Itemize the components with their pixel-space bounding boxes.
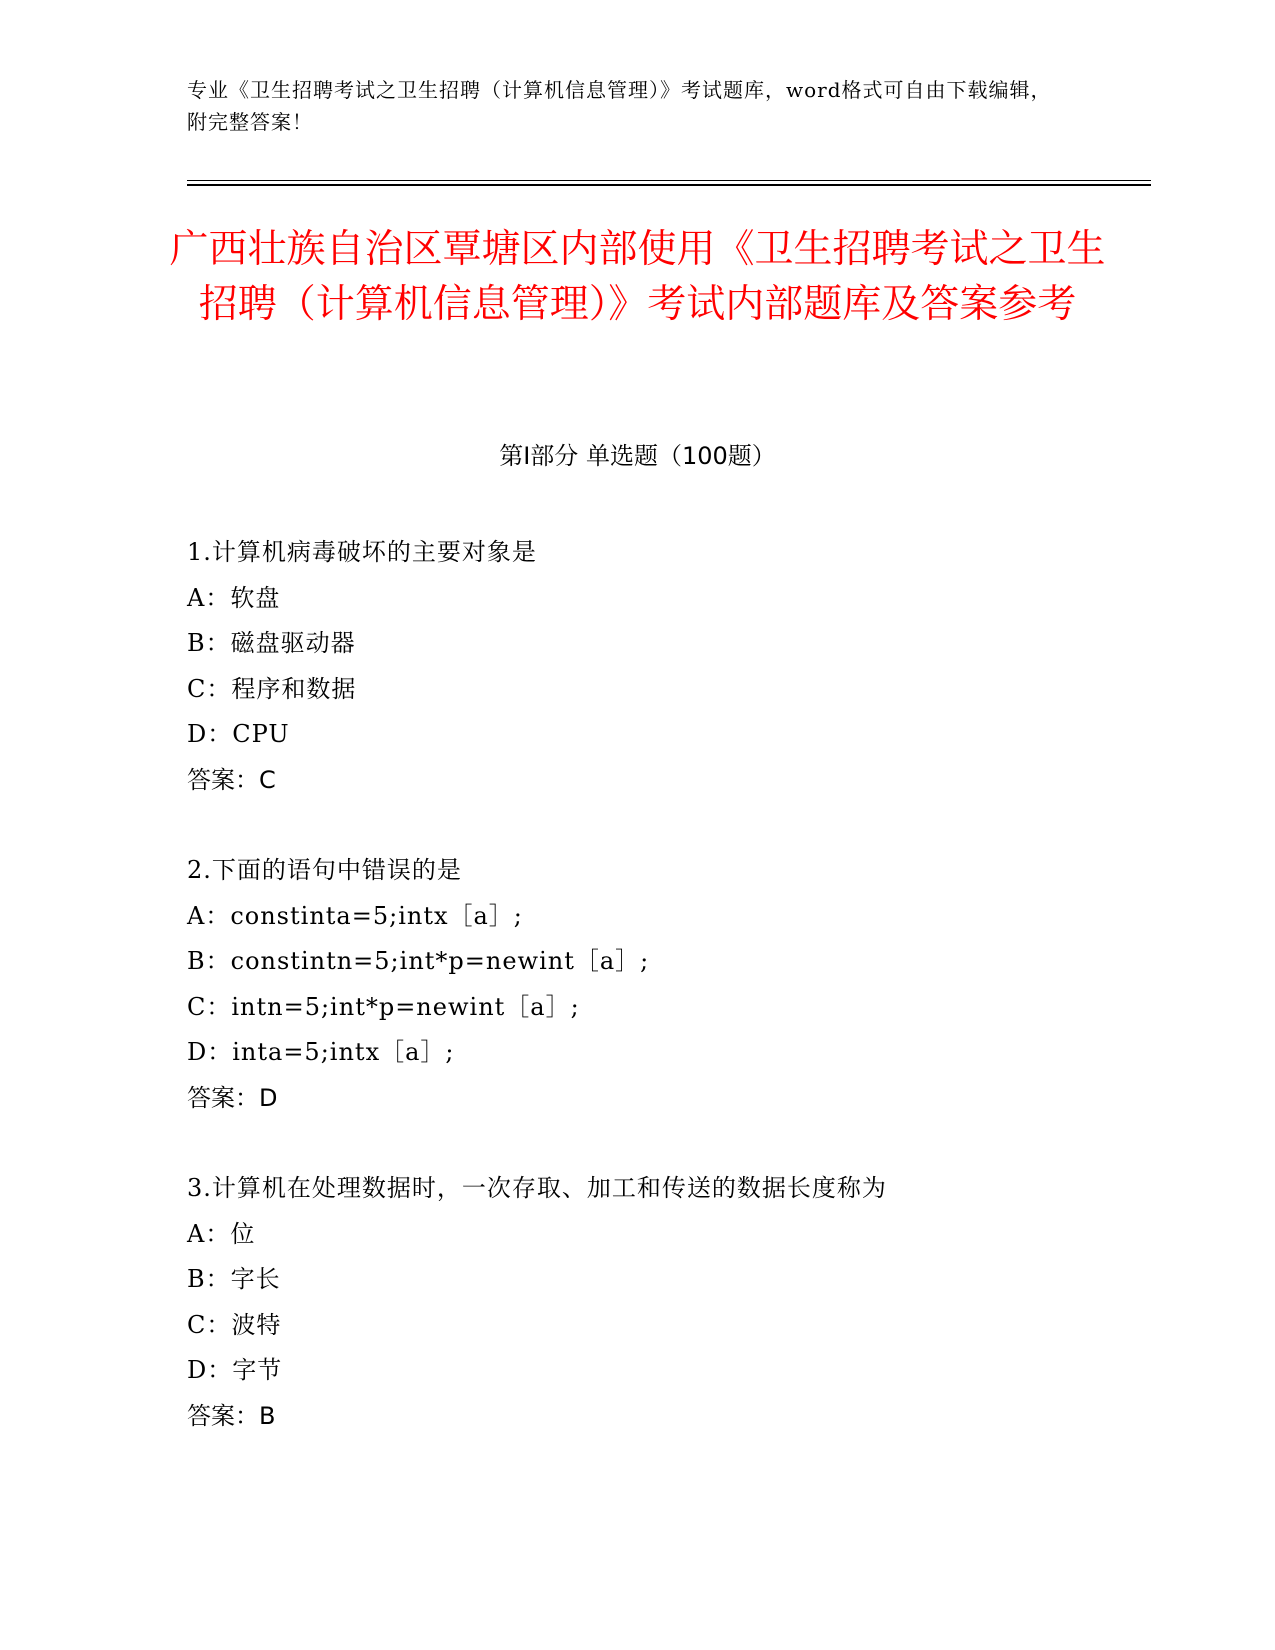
option-b: B：字长 — [187, 1265, 281, 1293]
option-b: B：磁盘驱动器 — [187, 629, 356, 657]
question-block — [187, 1166, 1147, 1439]
question-stem: 3.计算机在处理数据时，一次存取、加工和传送的数据长度称为 — [187, 1174, 887, 1202]
option-a: A：constinta=5;intx［a］; — [187, 901, 523, 930]
header-divider-bottom — [187, 184, 1151, 186]
option-d: D：CPU — [187, 720, 290, 748]
option-a: A：软盘 — [187, 583, 281, 612]
option-c: C：波特 — [187, 1310, 282, 1339]
option-c: C：intn=5;int*p=newint［a］; — [187, 992, 580, 1021]
document-title: 广西壮族自治区覃塘区内部使用《卫生招聘考试之卫生招聘（计算机信息管理）》考试内部题库及答案参考 — [169, 227, 1106, 327]
question-stem: 1.计算机病毒破坏的主要对象是 — [187, 538, 537, 566]
header-divider-top — [187, 180, 1151, 181]
question-block — [187, 848, 1147, 1121]
answer: 答案：B — [187, 1401, 276, 1430]
question-block — [187, 530, 1147, 803]
option-c: C：程序和数据 — [187, 674, 357, 703]
option-d: D：inta=5;intx［a］; — [187, 1038, 455, 1066]
answer: 答案：D — [187, 1083, 278, 1112]
section-heading: 第Ⅰ部分 单选题（100题） — [499, 442, 776, 470]
option-d: D：字节 — [187, 1356, 283, 1384]
option-a: A：位 — [187, 1219, 256, 1248]
header-note: 专业《卫生招聘考试之卫生招聘（计算机信息管理）》考试题库，word格式可自由下载编辑，附完整答案！ — [187, 78, 1052, 134]
answer: 答案：C — [187, 765, 276, 794]
option-b: B：constintn=5;int*p=newint［a］; — [187, 947, 650, 975]
question-stem: 2.下面的语句中错误的是 — [187, 856, 462, 884]
